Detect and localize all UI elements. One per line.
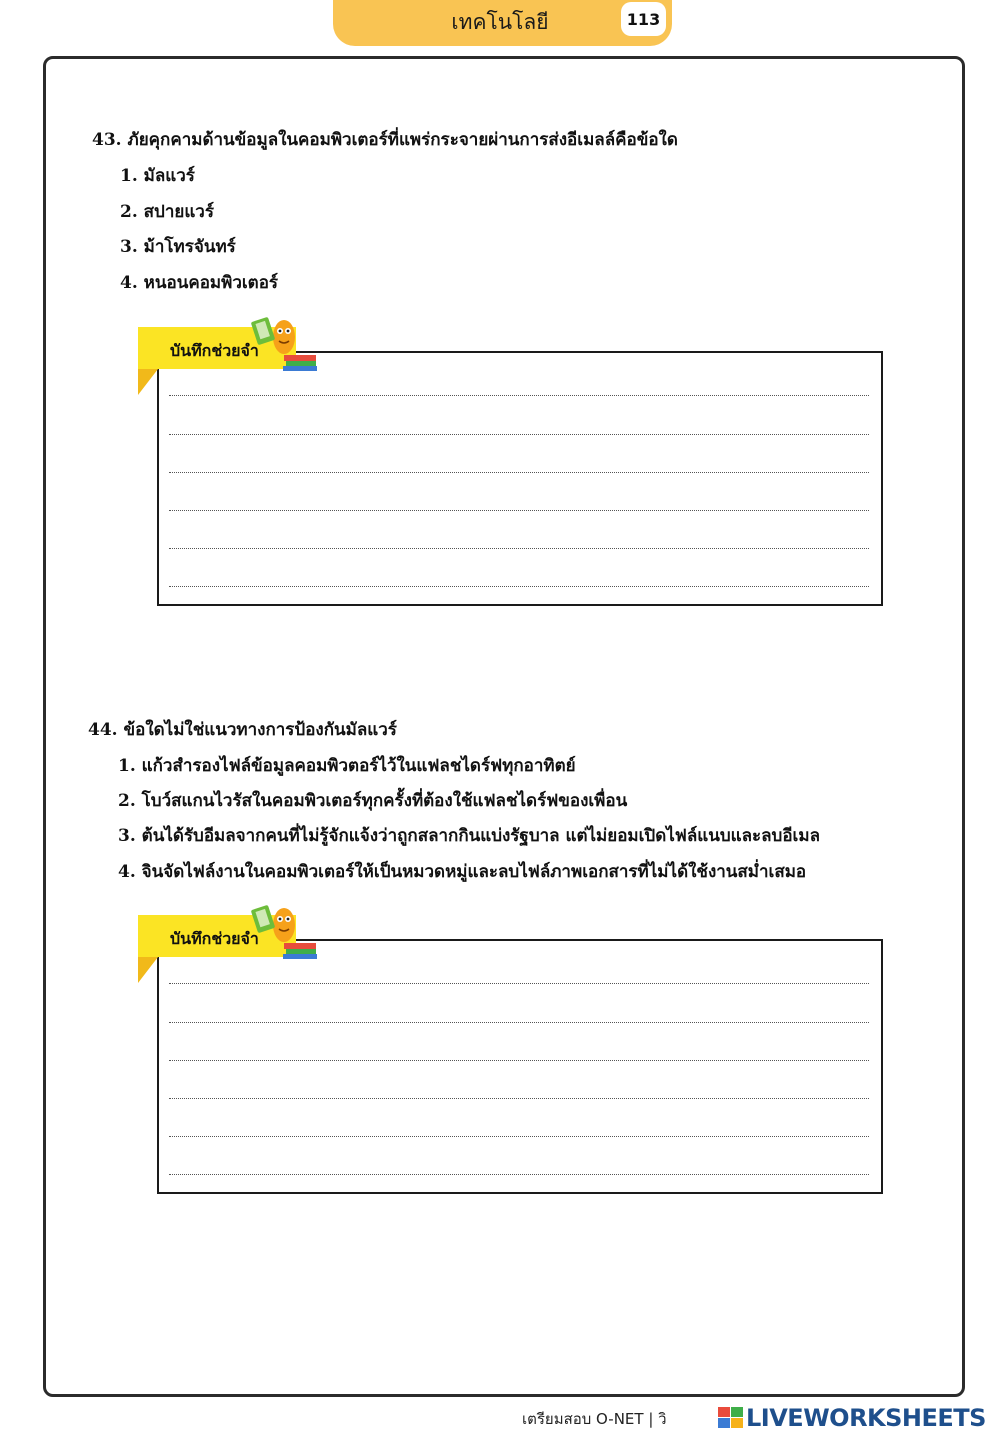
note-label: บันทึกช่วยจำ: [170, 341, 259, 360]
question-43-choice-1[interactable]: 1. มัลแวร์: [120, 166, 195, 186]
note-tab-fold: [138, 957, 158, 983]
note-line: [169, 510, 869, 511]
brand-text: LIVEWORKSHEETS: [746, 1404, 986, 1432]
note-line: [169, 548, 869, 549]
note-line: [169, 434, 869, 435]
liveworksheets-icon: [718, 1407, 744, 1429]
page-number: 113: [621, 2, 666, 36]
question-44-text: 44. ข้อใดไม่ใช่แนวทางการป้องกันมัลแวร์: [88, 720, 397, 740]
mascot-books-icon: [250, 311, 320, 373]
note-line: [169, 1060, 869, 1061]
note-line: [169, 586, 869, 587]
footer-text: เตรียมสอบ O-NET | วิ: [522, 1410, 667, 1428]
mascot-books-icon: [250, 899, 320, 961]
question-44-choice-1[interactable]: 1. แก้วสำรองไฟล์ข้อมูลคอมพิวตอร์ไว้ในแฟลชไดร์ฟทุกอาทิตย์: [118, 756, 576, 776]
header-title: เทคโนโลยี: [451, 10, 549, 34]
question-43-choice-3[interactable]: 3. ม้าโทรจันทร์: [120, 237, 236, 257]
note-line: [169, 983, 869, 984]
question-43-choice-2[interactable]: 2. สปายแวร์: [120, 202, 214, 222]
question-44-choice-2[interactable]: 2. โบว์สแกนไวรัสในคอมพิวเตอร์ทุกครั้งที่ต้องใช้แฟลชไดร์ฟของเพื่อน: [118, 791, 628, 811]
footer: [522, 1404, 992, 1432]
note-box-43[interactable]: [157, 351, 883, 606]
note-box-44[interactable]: [157, 939, 883, 1194]
question-44-choice-3[interactable]: 3. ต้นได้รับอีมลจากคนที่ไม่รู้จักแจ้งว่าถูกสลากกินแบ่งรัฐบาล แต่ไม่ยอมเปิดไฟล์แนบและลบอีเมล: [118, 826, 820, 846]
note-line: [169, 1174, 869, 1175]
liveworksheets-logo[interactable]: [718, 1404, 986, 1432]
question-43-text: 43. ภัยคุกคามด้านข้อมูลในคอมพิวเตอร์ที่แพร่กระจายผ่านการส่งอีเมลล์คือข้อใด: [92, 130, 678, 150]
note-tab-fold: [138, 369, 158, 395]
question-44-choice-4[interactable]: 4. จินจัดไฟล์งานในคอมพิวเตอร์ให้เป็นหมวดหมู่และลบไฟล์ภาพเอกสารที่ไม่ได้ใช้งานสม่ำเสมอ: [118, 862, 807, 882]
note-line: [169, 395, 869, 396]
question-43-choice-4[interactable]: 4. หนอนคอมพิวเตอร์: [120, 273, 279, 293]
note-line: [169, 1022, 869, 1023]
note-line: [169, 1098, 869, 1099]
note-line: [169, 1136, 869, 1137]
note-line: [169, 472, 869, 473]
note-label: บันทึกช่วยจำ: [170, 929, 259, 948]
